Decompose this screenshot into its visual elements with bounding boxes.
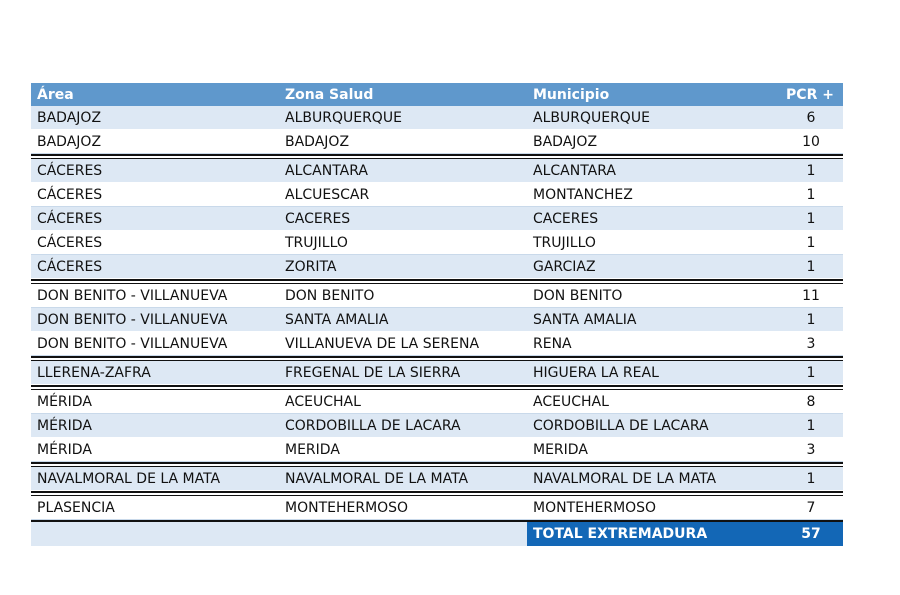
table-row <box>31 183 843 207</box>
cell-pcr: 1 <box>806 417 816 434</box>
cell-zona-salud: MERIDA <box>285 441 340 458</box>
cell-pcr: 1 <box>806 364 816 381</box>
table-row <box>31 106 843 130</box>
cell-pcr: 1 <box>806 311 816 328</box>
cell-zona-salud: BADAJOZ <box>285 133 350 150</box>
cell-municipio: ACEUCHAL <box>533 393 609 410</box>
cell-area: CÁCERES <box>37 186 103 203</box>
cell-area: BADAJOZ <box>37 133 102 150</box>
cell-area: DON BENITO - VILLANUEVA <box>37 311 228 328</box>
cell-municipio: BADAJOZ <box>533 133 598 150</box>
cell-municipio: NAVALMORAL DE LA MATA <box>533 470 717 487</box>
cell-area: BADAJOZ <box>37 109 102 126</box>
cell-municipio: MERIDA <box>533 441 588 458</box>
cell-municipio: SANTA AMALIA <box>533 311 637 328</box>
cell-zona-salud: ACEUCHAL <box>285 393 361 410</box>
cell-area: MÉRIDA <box>37 393 92 410</box>
cell-area: DON BENITO - VILLANUEVA <box>37 335 228 352</box>
cell-municipio: ALCANTARA <box>533 162 616 179</box>
cell-zona-salud: FREGENAL DE LA SIERRA <box>285 364 461 381</box>
cell-area: NAVALMORAL DE LA MATA <box>37 470 221 487</box>
cell-zona-salud: SANTA AMALIA <box>285 311 389 328</box>
table-row <box>31 361 843 385</box>
cell-municipio: HIGUERA LA REAL <box>533 364 659 381</box>
cell-municipio: MONTEHERMOSO <box>533 499 657 516</box>
cell-zona-salud: MONTEHERMOSO <box>285 499 409 516</box>
cell-zona-salud: NAVALMORAL DE LA MATA <box>285 470 469 487</box>
cell-zona-salud: ALCANTARA <box>285 162 368 179</box>
table-row <box>31 255 843 279</box>
cell-pcr: 3 <box>806 335 816 352</box>
cell-pcr: 11 <box>802 287 820 304</box>
pcr-table <box>31 83 843 546</box>
cell-municipio: DON BENITO <box>533 287 623 304</box>
total-label: TOTAL EXTREMADURA <box>527 522 751 546</box>
cell-pcr: 1 <box>806 210 816 227</box>
cell-area: CÁCERES <box>37 234 103 251</box>
cell-municipio: TRUJILLO <box>533 234 596 251</box>
cell-municipio: CACERES <box>533 210 599 227</box>
table-row <box>31 438 843 462</box>
table-row <box>31 467 843 491</box>
table-row <box>31 414 843 438</box>
cell-zona-salud: ALBURQUERQUE <box>285 109 402 126</box>
cell-area: CÁCERES <box>37 210 103 227</box>
header-pcr: PCR + <box>786 86 834 103</box>
cell-municipio: CORDOBILLA DE LACARA <box>533 417 709 434</box>
cell-zona-salud: DON BENITO <box>285 287 375 304</box>
table-body <box>31 106 843 520</box>
cell-pcr: 1 <box>806 258 816 275</box>
table-row <box>31 390 843 414</box>
cell-zona-salud: ALCUESCAR <box>285 186 370 203</box>
cell-pcr: 7 <box>806 499 816 516</box>
cell-area: MÉRIDA <box>37 417 92 434</box>
cell-area: DON BENITO - VILLANUEVA <box>37 287 228 304</box>
cell-municipio: RENA <box>533 335 572 352</box>
table-row <box>31 332 843 356</box>
cell-zona-salud: VILLANUEVA DE LA SERENA <box>285 335 480 352</box>
cell-municipio: GARCIAZ <box>533 258 596 275</box>
cell-pcr: 1 <box>806 162 816 179</box>
cell-zona-salud: CORDOBILLA DE LACARA <box>285 417 461 434</box>
cell-area: MÉRIDA <box>37 441 92 458</box>
table-row <box>31 159 843 183</box>
table-header <box>31 83 843 106</box>
cell-pcr: 6 <box>806 109 816 126</box>
cell-area: CÁCERES <box>37 162 103 179</box>
cell-zona-salud: CACERES <box>285 210 351 227</box>
cell-zona-salud: TRUJILLO <box>285 234 348 251</box>
table-row <box>31 308 843 332</box>
cell-area: PLASENCIA <box>37 499 115 516</box>
cell-area: CÁCERES <box>37 258 103 275</box>
cell-zona-salud: ZORITA <box>285 258 337 275</box>
table-row <box>31 130 843 154</box>
cell-pcr: 1 <box>806 186 816 203</box>
cell-municipio: MONTANCHEZ <box>533 186 633 203</box>
cell-pcr: 1 <box>806 470 816 487</box>
cell-pcr: 8 <box>806 393 816 410</box>
total-value: 57 <box>751 522 843 546</box>
table-row <box>31 284 843 308</box>
total-blank-cell <box>31 522 527 546</box>
cell-pcr: 3 <box>806 441 816 458</box>
header-zona-salud: Zona Salud <box>285 86 374 103</box>
table-row <box>31 496 843 520</box>
cell-municipio: ALBURQUERQUE <box>533 109 650 126</box>
table-row <box>31 207 843 231</box>
total-row <box>31 520 843 546</box>
header-municipio: Municipio <box>533 86 610 103</box>
cell-area: LLERENA-ZAFRA <box>37 364 151 381</box>
cell-pcr: 1 <box>806 234 816 251</box>
header-area: Área <box>37 86 74 103</box>
cell-pcr: 10 <box>802 133 820 150</box>
table-row <box>31 231 843 255</box>
